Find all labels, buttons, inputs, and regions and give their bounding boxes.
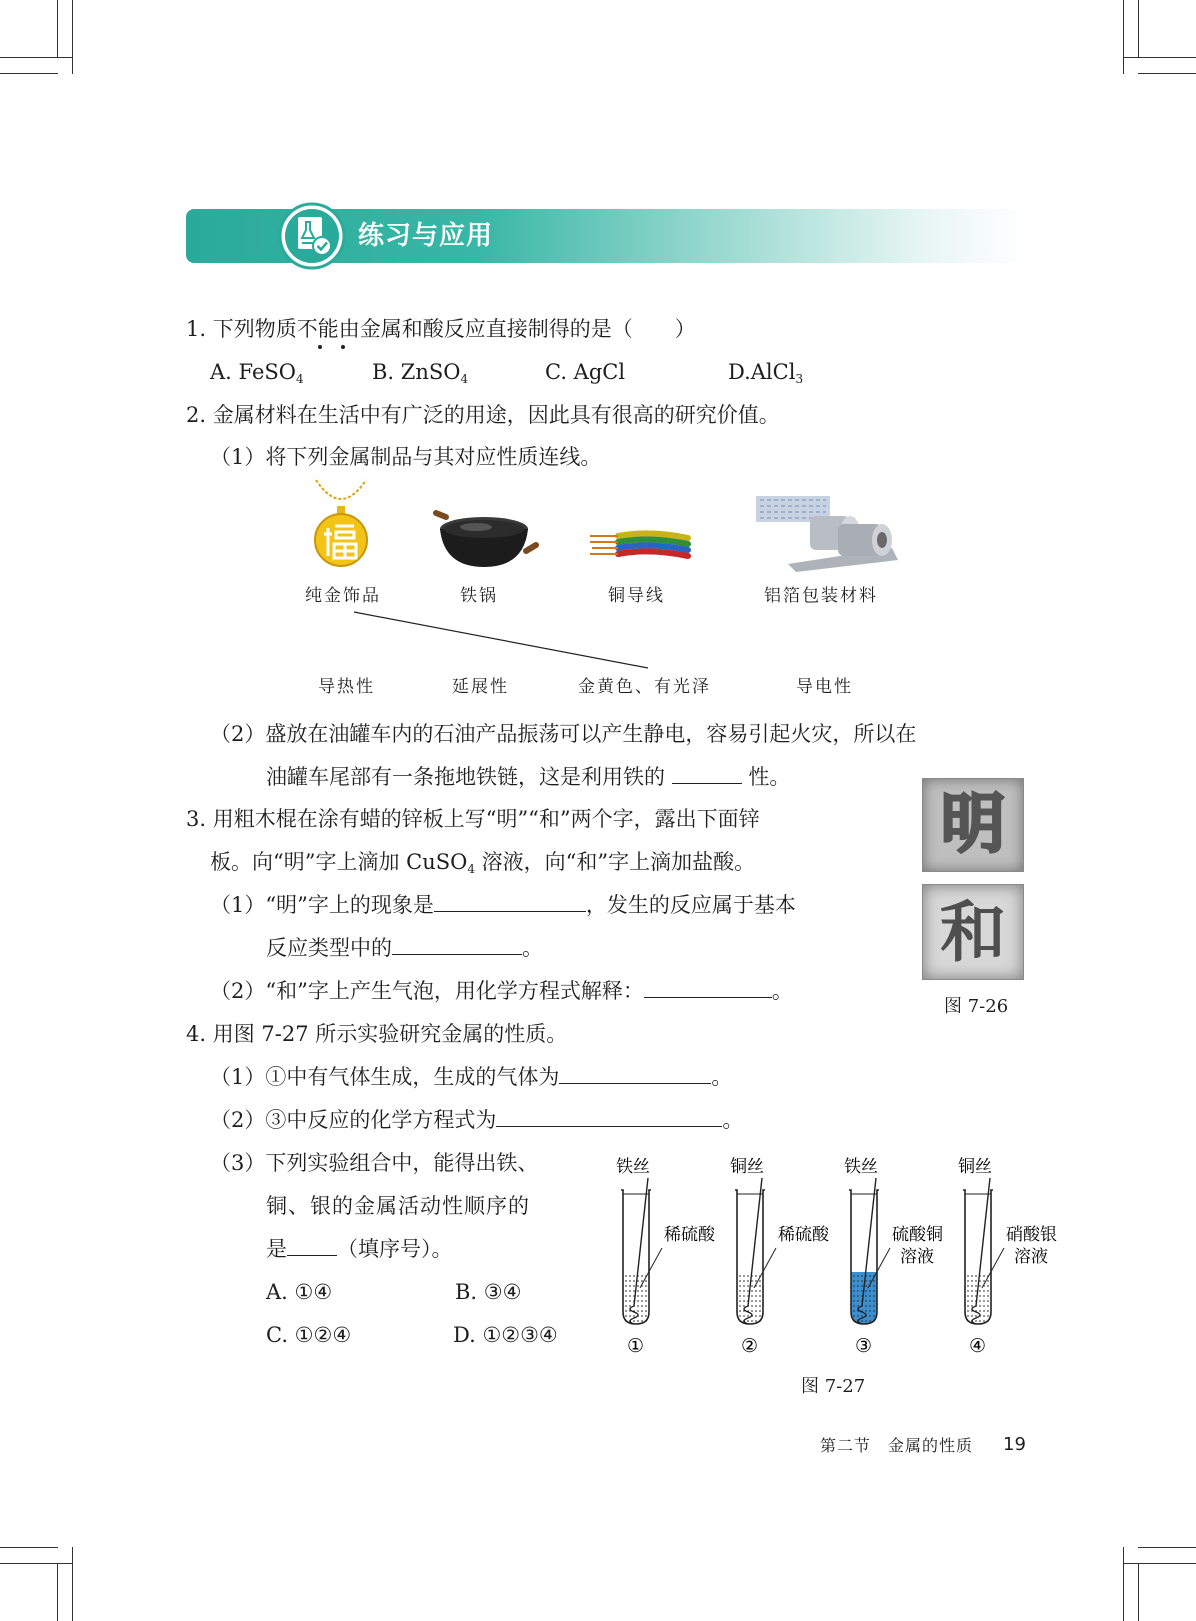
leader-line (640, 1248, 662, 1288)
leader-line (982, 1248, 1004, 1288)
liquid-label: 硝酸银 (1006, 1225, 1057, 1245)
q1-stem: 1. 下列物质不能由金属和酸反应直接制得的是（ ） (186, 317, 696, 341)
liquid-label: 稀硫酸 (778, 1225, 829, 1245)
q2-part1: （1）将下列金属制品与其对应性质连线。 (210, 445, 602, 469)
liquid-label: 硫酸铜 (892, 1225, 943, 1245)
crop-mark-tl-v (72, 0, 73, 74)
q4-part2: （2）③中反应的化学方程式为 。 (210, 1108, 744, 1132)
zinc-plate-ming (922, 778, 1024, 872)
q4-part3-line3: 是 （填序号）。 (266, 1237, 453, 1261)
crop-mark-bl-h2 (0, 1563, 72, 1564)
crop-mark-bl-v (72, 1547, 73, 1621)
q3-part1: （1）“明”字上的现象是 ，发生的反应属于基本 (210, 893, 796, 917)
figure-char-he: 和 (940, 893, 1006, 971)
crop-mark-br-h2 (1123, 1563, 1196, 1564)
flask-checklist-icon (278, 202, 346, 270)
answer-blank[interactable] (559, 1065, 711, 1084)
q3-part1-cont: 反应类型中的 。 (266, 936, 543, 960)
q4-option-c: C. ①②④ (266, 1323, 352, 1347)
gold-pendant-image (310, 478, 372, 574)
q1-option-c: C. AgCl (545, 360, 626, 384)
q4-option-b: B. ③④ (455, 1280, 522, 1304)
crop-mark-tr-v (1123, 0, 1124, 74)
copper-wire-image (588, 524, 698, 560)
figure-char-ming: 明 (941, 788, 1005, 862)
q3-line1: 3. 用粗木棍在涂有蜡的锌板上写“明”“和”两个字，露出下面锌 (186, 807, 760, 831)
q1-option-b: B. ZnSO$_4$ (372, 360, 469, 386)
tube-number: ① (627, 1335, 645, 1357)
connection-line (350, 608, 650, 670)
emphasis-dot (341, 345, 345, 349)
answer-blank[interactable] (672, 765, 742, 784)
tube-number: ④ (969, 1335, 987, 1357)
emphasis-dot (318, 345, 322, 349)
answer-blank[interactable] (496, 1108, 722, 1127)
q3-part2: （2）“和”字上产生气泡，用化学方程式解释： 。 (210, 979, 793, 1003)
wire-label: 铁丝 (616, 1157, 650, 1177)
property-label: 金黄色、有光泽 (578, 677, 711, 697)
crop-mark-br-h (1138, 1547, 1196, 1548)
figure-caption: 图 7-27 (801, 1376, 866, 1397)
q4-part3-line1: （3）下列实验组合中，能得出铁、 (210, 1151, 539, 1175)
section-title: 练习与应用 (358, 221, 494, 251)
product-label: 纯金饰品 (305, 586, 381, 606)
page-number: 19 (1003, 1434, 1026, 1455)
q4-option-d: D. ①②③④ (453, 1323, 558, 1347)
aluminum-foil-image (752, 494, 900, 572)
crop-mark-br-v2 (1138, 1563, 1139, 1621)
crop-mark-bl-v2 (57, 1563, 58, 1621)
crop-mark-tr-v2 (1138, 0, 1139, 58)
tube-number: ② (741, 1335, 759, 1357)
q2-part2-line1: （2）盛放在油罐车内的石油产品振荡可以产生静电，容易引起火灾，所以在 (210, 722, 917, 746)
q3-line2: 板。向“明”字上滴加 CuSO$_4$ 溶液，向“和”字上滴加盐酸。 (210, 850, 756, 876)
q1-option-a: A. FeSO$_4$ (210, 360, 304, 386)
test-tube-figure (600, 1148, 1060, 1358)
property-label: 延展性 (452, 677, 509, 697)
wire-label: 铁丝 (844, 1157, 878, 1177)
crop-mark-tr-h2 (1123, 57, 1196, 58)
crop-mark-br-v (1123, 1547, 1124, 1621)
property-label: 导热性 (318, 677, 375, 697)
zinc-plate-he (922, 884, 1024, 980)
liquid-label: 溶液 (900, 1247, 934, 1267)
crop-mark-bl-h (0, 1547, 58, 1548)
product-label: 铝箔包装材料 (764, 586, 878, 606)
answer-blank[interactable] (392, 936, 522, 955)
q4-option-a: A. ①④ (266, 1280, 333, 1304)
figure-caption: 图 7-26 (944, 996, 1009, 1017)
q4-part3-line2: 铜、银的金属活动性顺序的 (266, 1194, 530, 1218)
crop-mark-tl-h (0, 73, 58, 74)
product-label: 铁锅 (460, 586, 498, 606)
crop-mark-tr-h (1138, 73, 1196, 74)
crop-mark-tl-h2 (0, 57, 72, 58)
footer-section-title: 第二节 金属的性质 (820, 1436, 974, 1455)
iron-wok-image (432, 505, 540, 571)
answer-blank[interactable] (644, 979, 772, 998)
answer-blank[interactable] (434, 893, 586, 912)
product-label: 铜导线 (608, 586, 665, 606)
liquid-label: 稀硫酸 (664, 1225, 715, 1245)
leader-line (868, 1248, 890, 1288)
liquid-label: 溶液 (1014, 1247, 1048, 1267)
answer-blank[interactable] (287, 1237, 337, 1256)
q1-option-d: D.AlCl$_3$ (728, 360, 804, 386)
q4-part1: （1）①中有气体生成，生成的气体为 。 (210, 1065, 733, 1089)
tube-number: ③ (855, 1335, 873, 1357)
leader-line (754, 1248, 776, 1288)
wire-label: 铜丝 (958, 1157, 992, 1177)
q2-stem: 2. 金属材料在生活中有广泛的用途，因此具有很高的研究价值。 (186, 403, 780, 427)
q4-stem: 4. 用图 7-27 所示实验研究金属的性质。 (186, 1022, 568, 1046)
wire-label: 铜丝 (730, 1157, 764, 1177)
q2-part2-line2: 油罐车尾部有一条拖地铁链，这是利用铁的 性。 (266, 765, 791, 789)
property-label: 导电性 (796, 677, 853, 697)
crop-mark-tl-v2 (57, 0, 58, 58)
